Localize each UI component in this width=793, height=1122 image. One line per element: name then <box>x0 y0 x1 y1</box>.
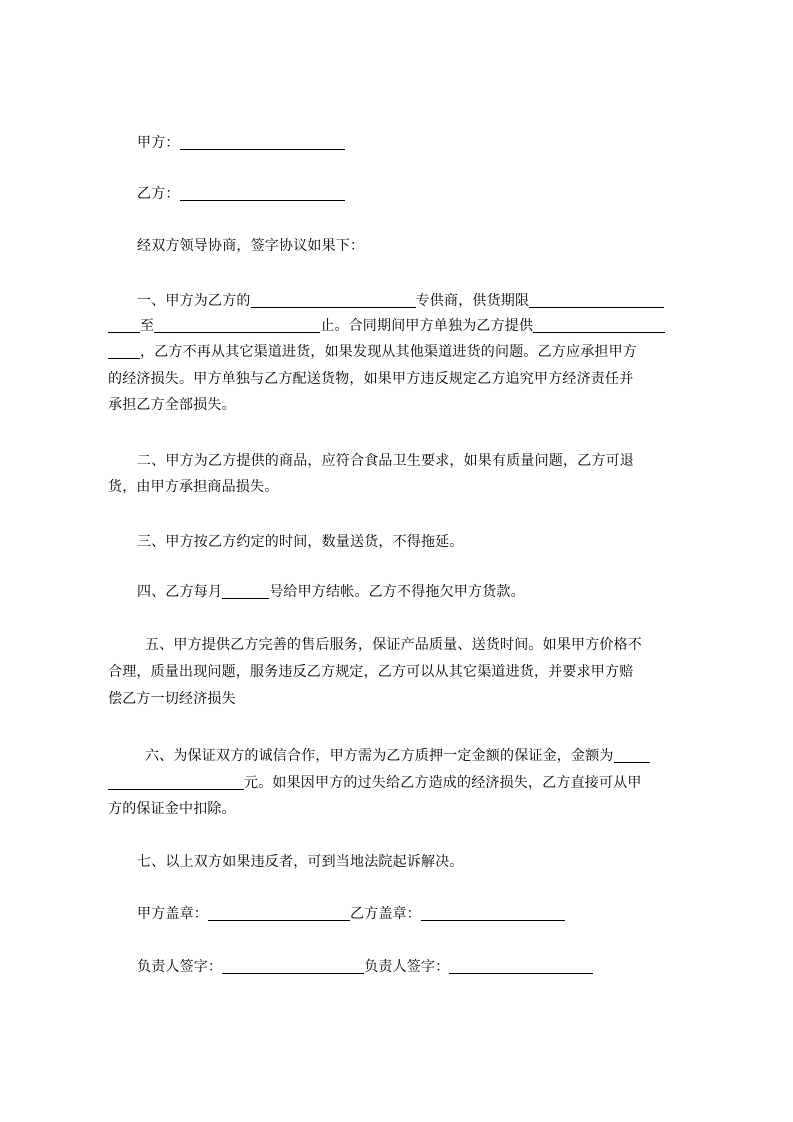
party-a-sign-blank[interactable] <box>222 959 364 974</box>
clause1-text-c: 止。合同期间甲方单独为乙方提供 <box>320 318 534 334</box>
clause2-line2: 货，由甲方承担商品损失。 <box>108 479 279 495</box>
period-end-blank[interactable] <box>154 318 320 333</box>
clause2-line1: 二、甲方为乙方提供的商品，应符合食品卫生要求，如果有质量问题，乙方可退 <box>137 453 634 469</box>
clause1-text-b: 专供商，供货期限 <box>415 293 530 309</box>
clause4-line <box>137 580 525 604</box>
clause5-line3: 偿乙方一切经济损失 <box>108 691 236 707</box>
clause1-text-d: ，乙方不再从其它渠道进货，如果发现从其他渠道进货的问题。乙方应承担甲方 <box>140 344 637 360</box>
clause6-line2 <box>108 771 642 795</box>
supplier-blank[interactable] <box>251 293 416 308</box>
product-blank-cont[interactable] <box>108 344 140 359</box>
clause1-line2 <box>108 314 665 338</box>
product-blank[interactable] <box>533 318 665 333</box>
clause6-line3: 方的保证金中扣除。 <box>108 801 236 817</box>
clause6-line1 <box>145 744 650 768</box>
clause1-line4: 的经济损失。甲方单独与乙方配送货物，如果甲方违反规定乙方追究甲方经济责任并 <box>108 371 634 387</box>
clause4-text-b: 号给甲方结帐。乙方不得拖欠甲方货款。 <box>269 584 525 600</box>
clause1-text-to: 至 <box>140 318 155 334</box>
party-a-label: 甲方： <box>137 135 180 151</box>
clause6-text-b: 元。如果因甲方的过失给乙方造成的经济损失，乙方直接可从甲 <box>244 775 642 791</box>
clause5-line1: 五、甲方提供乙方完善的售后服务，保证产品质量、送货时间。如果甲方价格不 <box>145 637 642 653</box>
clause3-line: 三、甲方按乙方约定的时间，数量送货，不得拖延。 <box>137 534 464 550</box>
party-b-label: 乙方： <box>137 186 180 202</box>
deposit-amount-blank[interactable] <box>614 748 650 763</box>
signature-line <box>137 955 593 979</box>
clause5-line2: 合理，质量出现问题，服务违反乙方规定，乙方可以从其它渠道进货，并要求甲方赔 <box>108 664 634 680</box>
deposit-amount-blank-cont[interactable] <box>108 775 244 790</box>
party-a-sign-label: 负责人签字： <box>137 959 223 975</box>
clause1-line1 <box>137 289 664 313</box>
party-b-line <box>137 182 345 206</box>
party-b-sign-blank[interactable] <box>449 959 593 974</box>
clause1-text-a: 一、甲方为乙方的 <box>137 293 251 309</box>
intro-text: 经双方领导协商，签字协议如果下： <box>137 238 365 254</box>
clause4-text-a: 四、乙方每月 <box>137 584 223 600</box>
clause1-line5: 承担乙方全部损失。 <box>108 397 236 413</box>
party-b-seal-blank[interactable] <box>421 906 565 921</box>
clause1-line3 <box>108 340 637 364</box>
party-a-seal-blank[interactable] <box>208 906 350 921</box>
clause7-line: 七、以上双方如果违反者，可到当地法院起诉解决。 <box>137 854 464 870</box>
period-start-blank[interactable] <box>529 293 664 308</box>
party-b-blank[interactable] <box>180 186 345 201</box>
clause6-text-a: 六、为保证双方的诚信合作，甲方需为乙方质押一定金额的保证金，金额为 <box>145 748 614 764</box>
settlement-day-blank[interactable] <box>222 584 269 599</box>
party-a-seal-label: 甲方盖章： <box>137 906 208 922</box>
period-start-blank-cont[interactable] <box>108 318 140 333</box>
party-b-sign-label: 负责人签字： <box>364 959 450 975</box>
party-b-seal-label: 乙方盖章： <box>350 906 421 922</box>
seal-line <box>137 902 565 926</box>
party-a-blank[interactable] <box>180 135 345 150</box>
party-a-line <box>137 131 345 155</box>
